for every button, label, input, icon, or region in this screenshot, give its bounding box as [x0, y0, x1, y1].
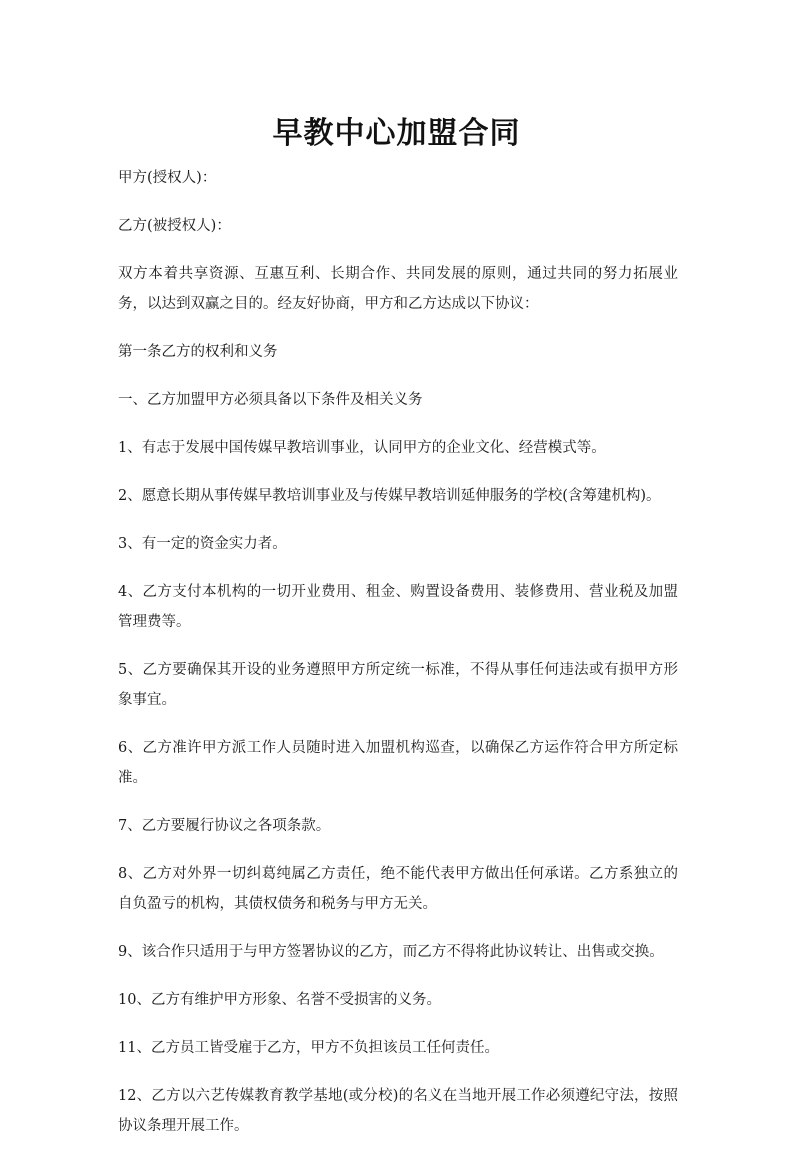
- clause-item: 1、有志于发展中国传媒早教培训事业，认同甲方的企业文化、经营模式等。: [118, 440, 606, 456]
- clause-item: 10、乙方有维护甲方形象、名誉不受损害的义务。: [118, 992, 441, 1008]
- article-heading: 第一条乙方的权利和义务: [118, 344, 278, 360]
- clause-item: 7、乙方要履行协议之各项条款。: [118, 818, 331, 834]
- clause-item: 9、该合作只适用于与甲方签署协议的乙方，而乙方不得将此协议转让、出售或交换。: [118, 944, 664, 960]
- clause-item: 4、乙方支付本机构的一切开业费用、租金、购置设备费用、装修费用、营业税及加盟管理费等。: [118, 584, 678, 630]
- clause-item: 8、乙方对外界一切纠葛纯属乙方责任，绝不能代表甲方做出任何承诺。乙方系独立的自负盈亏的机构，其债权债务和税务与甲方无关。: [118, 866, 678, 912]
- clause-item: 6、乙方准许甲方派工作人员随时进入加盟机构巡查，以确保乙方运作符合甲方所定标准。: [118, 740, 678, 786]
- section-heading: 一、乙方加盟甲方必须具备以下条件及相关义务: [118, 392, 423, 408]
- party-b-line: 乙方(被授权人)：: [118, 218, 231, 234]
- party-a-line: 甲方(授权人)：: [118, 170, 217, 186]
- clause-item: 12、乙方以六艺传媒教育教学基地(或分校)的名义在当地开展工作必须遵纪守法，按照协议条理开展工作。: [118, 1088, 678, 1134]
- clause-item: 5、乙方要确保其开设的业务遵照甲方所定统一标准，不得从事任何违法或有损甲方形象事宜。: [118, 662, 678, 708]
- clause-item: 11、乙方员工皆受雇于乙方，甲方不负担该员工任何责任。: [118, 1040, 499, 1056]
- clause-item: 3、有一定的资金实力者。: [118, 536, 287, 552]
- preamble-paragraph: 双方本着共享资源、互惠互利、长期合作、共同发展的原则，通过共同的努力拓展业务，以达到双赢之目的。经友好协商，甲方和乙方达成以下协议：: [118, 266, 678, 312]
- contract-body: [118, 163, 678, 1159]
- clause-item: 2、愿意长期从事传媒早教培训事业及与传媒早教培训延伸服务的学校(含筹建机构)。: [118, 488, 661, 504]
- document-title: 早教中心加盟合同: [272, 116, 521, 152]
